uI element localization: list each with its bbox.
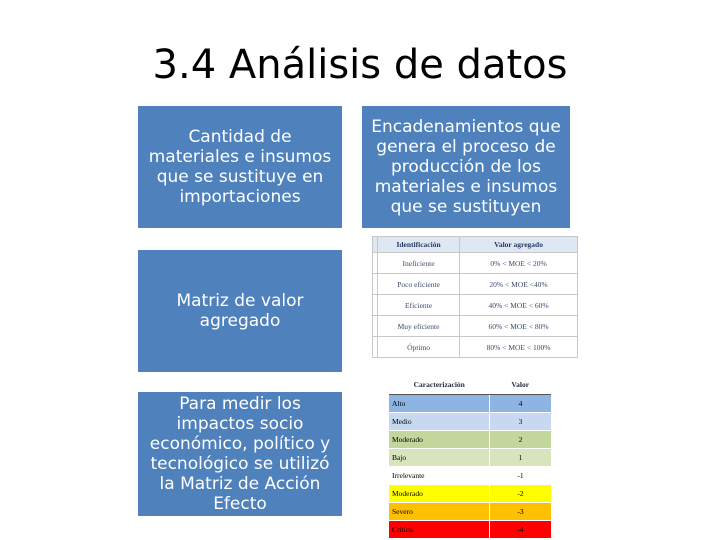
table-cell: Irrelevante	[389, 467, 490, 485]
table-cell: 4	[490, 395, 552, 413]
table-row	[373, 274, 578, 295]
table-row	[389, 467, 551, 485]
table-cell: -1	[490, 467, 552, 485]
table-row	[373, 316, 578, 337]
table-row	[389, 521, 551, 539]
header-valor: Valor	[490, 374, 552, 395]
table-cell: -2	[490, 485, 552, 503]
table-cell: Moderado	[389, 431, 490, 449]
table-cell: 80% < MOE < 100%	[460, 337, 578, 358]
table-row	[389, 485, 551, 503]
box-materiales-importaciones: Cantidad de materiales e insumos que se sustituye en importaciones	[138, 106, 342, 228]
table-row	[373, 337, 578, 358]
table-cell: -3	[490, 503, 552, 521]
table-row	[389, 395, 551, 413]
table-cell: Severo	[389, 503, 490, 521]
table-header-row	[373, 237, 578, 253]
table-row	[373, 295, 578, 316]
table-cell: Moderado	[389, 485, 490, 503]
table-cell: 3	[490, 413, 552, 431]
slide-title: 3.4 Análisis de datos	[152, 42, 568, 88]
impact-table	[389, 374, 551, 539]
table-cell: Eficiente	[378, 295, 460, 316]
table-cell: Alto	[389, 395, 490, 413]
header-valor-agregado: Valor agregado	[460, 237, 578, 253]
table-cell: 0% < MOE < 20%	[460, 253, 578, 274]
table-cell: 20% < MOE <40%	[460, 274, 578, 295]
table-cell: Medio	[389, 413, 490, 431]
table-row	[389, 449, 551, 467]
table-cell: Bajo	[389, 449, 490, 467]
table-header-row	[389, 374, 551, 395]
value-added-table	[372, 236, 578, 358]
box-encadenamientos: Encadenamientos que genera el proceso de producción de los materiales e insumos que se sustituyen	[362, 106, 570, 228]
table-row	[389, 413, 551, 431]
header-identificacion: Identificación	[378, 237, 460, 253]
table-row	[389, 503, 551, 521]
table-row	[373, 253, 578, 274]
table-cell: Óptimo	[378, 337, 460, 358]
table-cell: Poco eficiente	[378, 274, 460, 295]
box-matriz-accion-efecto: Para medir los impactos socio económico, político y tecnológico se utilizó la Matriz de Acción Efecto	[138, 392, 342, 516]
table-cell: 2	[490, 431, 552, 449]
table-cell: -4	[490, 521, 552, 539]
table-cell: 40% < MOE < 60%	[460, 295, 578, 316]
table-row	[389, 431, 551, 449]
table-cell: Muy eficiente	[378, 316, 460, 337]
table-cell: Ineficiente	[378, 253, 460, 274]
header-caracterizacion: Caracterización	[389, 374, 490, 395]
table-cell: Crítico	[389, 521, 490, 539]
table-cell: 60% < MOE < 80%	[460, 316, 578, 337]
table-cell: 1	[490, 449, 552, 467]
box-matriz-valor-agregado: Matriz de valor agregado	[138, 250, 342, 372]
